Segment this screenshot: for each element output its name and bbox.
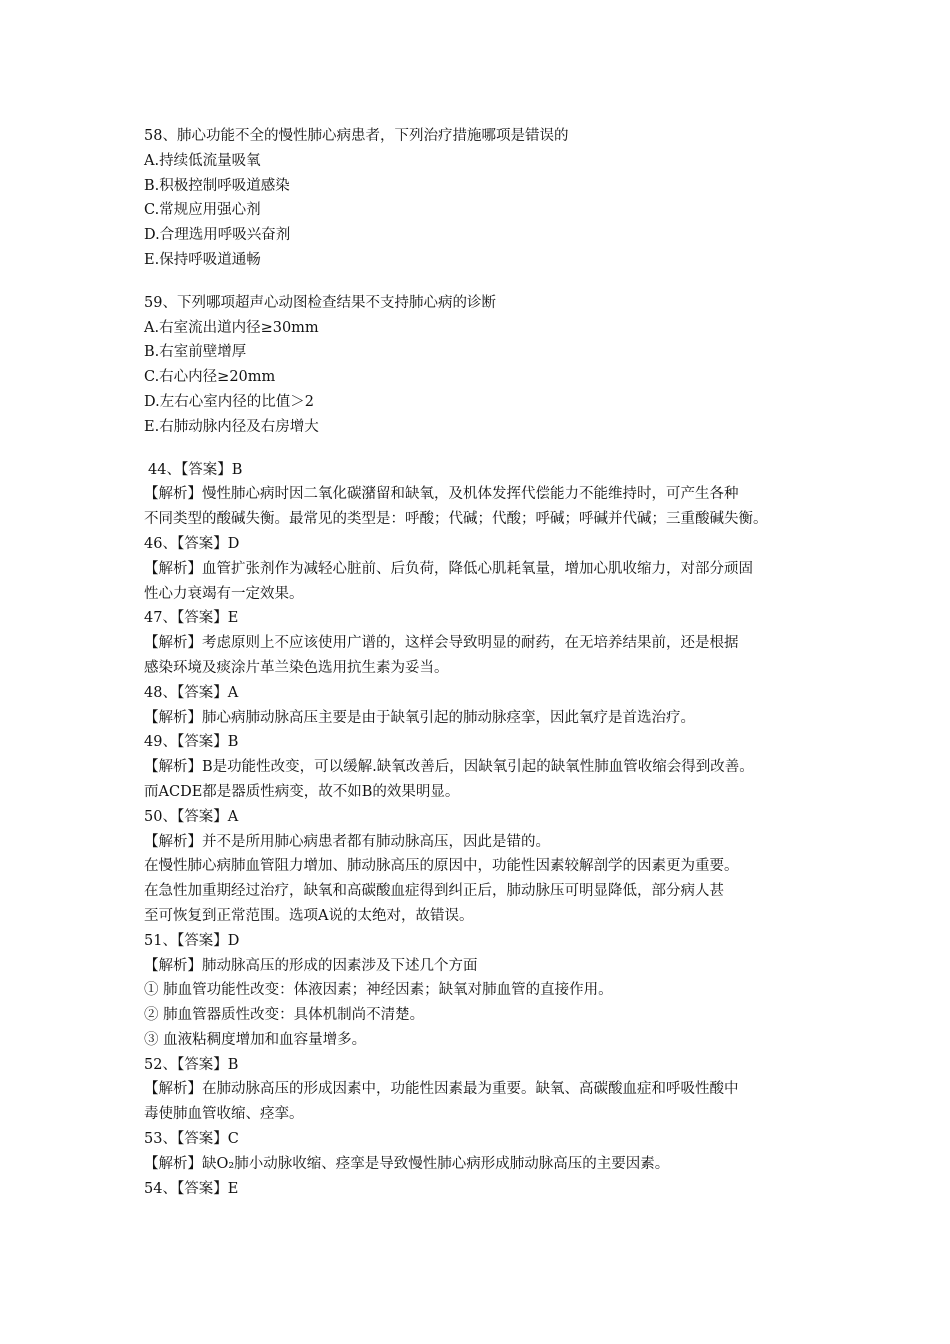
explanation-line: 而ACDE都是器质性病变，故不如B的效果明显。: [144, 783, 460, 800]
option-d: D.左右心室内径的比值＞2: [144, 393, 314, 410]
option-a: A.持续低流量吸氧: [144, 152, 261, 169]
spacer: [144, 273, 816, 291]
answer-48: [144, 681, 816, 731]
document-page: [144, 124, 816, 1201]
explanation-line: 【解析】慢性肺心病时因二氧化碳潴留和缺氧，及机体发挥代偿能力不能维持时，可产生各种: [144, 486, 739, 503]
answer-label: 53、【答案】C: [144, 1131, 239, 1148]
option-b: B.右室前壁增厚: [144, 344, 247, 361]
option-b: B.积极控制呼吸道感染: [144, 177, 290, 194]
answer-label: 46、【答案】D: [144, 535, 240, 552]
option-e: E.右肺动脉内径及右房增大: [144, 418, 319, 435]
option-c: C.右心内径≥20mm: [144, 369, 276, 386]
answer-label: 44、【答案】B: [148, 461, 243, 478]
explanation-line: 【解析】血管扩张剂作为减轻心脏前、后负荷，降低心肌耗氧量，增加心肌收缩力，对部分顽固: [144, 560, 753, 577]
explanation-line: 至可恢复到正常范围。选项A说的太绝对，故错误。: [144, 907, 474, 924]
answer-label: 47、【答案】E: [144, 610, 239, 627]
explanation-line: 【解析】肺动脉高压的形成的因素涉及下述几个方面: [144, 957, 478, 974]
explanation-line: 不同类型的酸碱失衡。最常见的类型是：呼酸；代碱；代酸；呼碱；呼碱并代碱；三重酸碱失衡。: [144, 511, 768, 528]
explanation-line: 性心力衰竭有一定效果。: [144, 585, 304, 602]
option-e: E.保持呼吸道通畅: [144, 251, 261, 268]
explanation-line: ① 肺血管功能性改变：体液因素；神经因素；缺氧对肺血管的直接作用。: [144, 982, 613, 999]
explanation-line: 感染环境及痰涂片革兰染色选用抗生素为妥当。: [144, 659, 449, 676]
answer-53: [144, 1127, 816, 1177]
option-c: C.常规应用强心剂: [144, 202, 261, 219]
question-stem: 58、肺心功能不全的慢性肺心病患者，下列治疗措施哪项是错误的: [144, 128, 569, 144]
answer-52: [144, 1053, 816, 1127]
explanation-line: 【解析】考虑原则上不应该使用广谱的，这样会导致明显的耐药，在无培养结果前，还是根据: [144, 635, 739, 652]
answer-46: [144, 532, 816, 606]
answer-label: 50、【答案】A: [144, 808, 239, 825]
answer-50: [144, 805, 816, 929]
answer-label: 54、【答案】E: [144, 1180, 239, 1197]
explanation-line: 毒使肺血管收缩、痉挛。: [144, 1106, 304, 1123]
explanation-line: 【解析】缺O₂肺小动脉收缩、痉挛是导致慢性肺心病形成肺动脉高压的主要因素。: [144, 1155, 670, 1172]
answer-54: [144, 1177, 816, 1202]
question-59: [144, 291, 816, 440]
question-58: [144, 124, 816, 273]
explanation-line: 【解析】肺心病肺动脉高压主要是由于缺氧引起的肺动脉痉挛，因此氧疗是首选治疗。: [144, 709, 695, 726]
answer-label: 49、【答案】B: [144, 734, 239, 751]
option-d: D.合理选用呼吸兴奋剂: [144, 227, 291, 244]
spacer: [144, 440, 816, 458]
explanation-line: 【解析】并不是所用肺心病患者都有肺动脉高压，因此是错的。: [144, 833, 550, 850]
explanation-line: 在慢性肺心病肺血管阻力增加、肺动脉高压的原因中，功能性因素较解剖学的因素更为重要。: [144, 858, 739, 875]
answer-47: [144, 606, 816, 680]
answer-section: [144, 458, 816, 1202]
explanation-line: 【解析】B是功能性改变，可以缓解.缺氧改善后，因缺氧引起的缺氧性肺血管收缩会得到改善。: [144, 759, 754, 776]
question-stem: 59、下列哪项超声心动图检查结果不支持肺心病的诊断: [144, 294, 496, 311]
explanation-line: 【解析】在肺动脉高压的形成因素中，功能性因素最为重要。缺氧、高碳酸血症和呼吸性酸中: [144, 1081, 739, 1098]
explanation-line: ③ 血液粘稠度增加和血容量增多。: [144, 1031, 367, 1048]
answer-label: 48、【答案】A: [144, 684, 239, 701]
answer-51: [144, 929, 816, 1053]
answer-49: [144, 730, 816, 804]
answer-44: [144, 458, 816, 532]
option-a: A.右室流出道内径≥30mm: [144, 319, 319, 336]
answer-label: 51、【答案】D: [144, 932, 240, 949]
explanation-line: 在急性加重期经过治疗，缺氧和高碳酸血症得到纠正后，肺动脉压可明显降低，部分病人甚: [144, 883, 724, 900]
answer-label: 52、【答案】B: [144, 1056, 239, 1073]
explanation-line: ② 肺血管器质性改变：具体机制尚不清楚。: [144, 1007, 425, 1024]
